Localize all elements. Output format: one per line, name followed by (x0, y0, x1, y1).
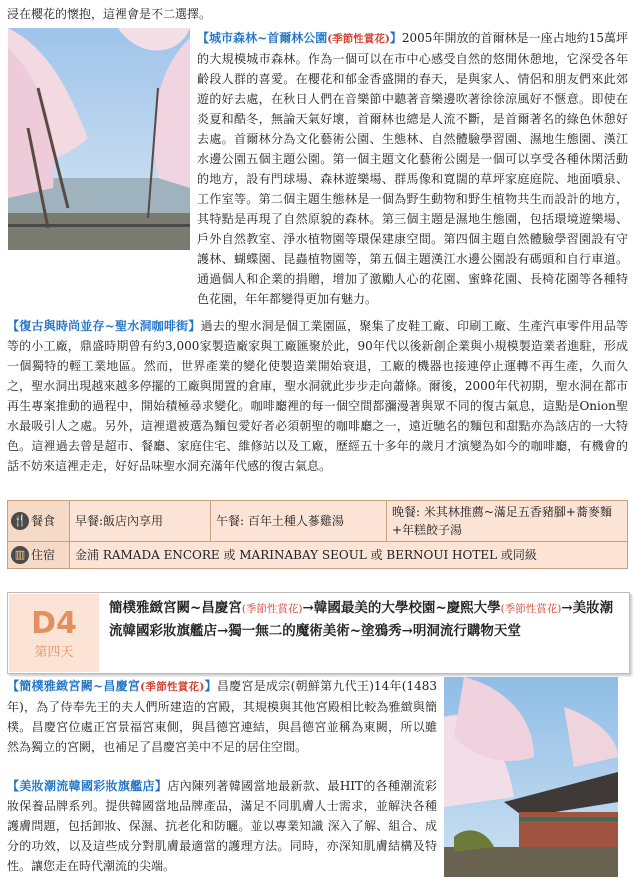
cosmetics-store-section (7, 776, 437, 880)
section-body: 2005年開放的首爾林是一座占地約15萬坪的大規模城市森林。作為一個可以在市中心感受自然的悠閒休憩地，它深受各年齡段人群的喜愛。在櫻花和郁金香盛開的春天，是與家人、情侶和朋友們來此郊遊的好去處，在秋日人們在音樂節中聽著音樂邊吹著徐徐涼風好不愜意。即使在炎夏和酷冬，無論天氣好壞，首爾林也總是人流不斷，是首爾著名的綠色休憩好去處。首爾林分為文化藝術公園、生態林、自然體驗學習園、濕地生態園、漢江水邊公園五個主題公園。第一個主題文化藝術公園是一個可以享受各種休閑活動的地方，設有門球場、森林遊樂場、群馬像和寬闊的草坪家庭庭院、地面噴泉、工作室等。第二個主題生態林是一個為野生動物和野生植物共生而設計的地方，其特點是再現了自然原貌的森林。第三個主題是濕地生態園，包括環境遊樂場、戶外自然教室、淨水植物園等環保建康空間。第四個主題自然體驗學習園設有守 (197, 31, 628, 246)
meals-hotel-table (7, 500, 628, 569)
cherry-blossom-park-photo (8, 28, 190, 250)
day-route: 簡樸雅緻宮闕~昌慶宮(季節性賞花)→韓國最美的大學校園~慶熙大學(季節性賞花)→美妝潮流韓國彩妝旗艦店→獨一無二的魔術美術~塗鴉秀→明洞流行購物天堂 (109, 600, 614, 639)
changgyeonggung-section (7, 676, 437, 776)
day-banner (7, 592, 630, 674)
seasonal-tag: (季節性賞花) (327, 33, 390, 45)
dinner-cell: 晚餐: 米其林推薦~滿足五香豬腳+蕎麥麵+年糕餃子湯 (387, 501, 628, 542)
day-badge (9, 594, 99, 672)
hotel-icon: ▥ (11, 546, 29, 564)
section-title: 【復古與時尚並存~聖水洞咖啡街】 (7, 319, 201, 333)
utensils-icon: 🍴 (11, 512, 29, 530)
changgyeonggung-palace-photo (444, 677, 618, 877)
section-body: 昌慶宮是成宗(朝鮮第九代王)14年(1483年)，為了侍奉先王的夫人們所建造的宮殿，其規模與其他宮殿相比較為雅緻與簡樸。昌慶宮位處正宮景福宮東側，與昌德宮連結，與昌德宮並稱為東闕，所以雖然為獨立的宮闕，也補足了昌慶宮美中不足的居住空間。 (7, 679, 437, 754)
meals-label: 餐食 (31, 513, 56, 528)
seoul-forest-section (197, 28, 628, 248)
section-title: 【美妝潮流韓國彩妝旗艦店】 (7, 779, 168, 793)
section-title: 【簡樸雅緻宮闕~昌慶宮(季節性賞花)】 (7, 679, 217, 693)
section-body: 店內陳列著韓國當地最新款、最HIT的各種潮流彩妝保養品牌系列。提供韓國當地品牌產品，滿足不同肌膚人士需求，並解決各種護膚問題，包括卸妝、保濕、抗老化和防曬。並以專業知識 深入了解、組合、成分的功效，以及這些成分對肌膚最適當的護理方法。同時，亦深知肌膚結構及特性。讓您走在時代潮流的尖端。 (7, 779, 437, 873)
section-body: 過去的聖水洞是個工業園區，聚集了皮鞋工廠、印刷工廠、生產汽車零件用品等等的小工廠，鼎盛時期曾有約3,000家製造廠家與工廠匯聚於此，90年代以後新創企業與小規模製造業者進駐，形成一個獨特的輕工業地區。然而，世界產業的變化使製造業開始衰退，工廠的機器也接連停止運轉不再生產，久而久之，聖水洞出現越來越多停擺的工廠與閒置的倉庫，聖水洞就此步步走向蕭條。爾後，2000年代初期，聖水洞在都市再生專案推動的過程中，開始積極尋求變化。咖啡廳裡的每一個空間都瀰漫著與眾不同的復古氣息，這點是Onion聖水最吸引人之處。另外，這裡還被選為麵包愛好者必須朝聖的咖啡廳之一，遠近馳名的麵包和甜點亦為該店的一大特色。這裡過去曾是超市、餐廳、家庭住宅、維修站以及工廠，歷經五十多年的歲月才演變為如今的咖啡廳，有機會的話不妨來這裡走走，好好品味聖水洞充滿年代感的復古氣息。 (7, 319, 628, 473)
day-number: D4 (31, 606, 77, 641)
hotel-row (8, 542, 628, 569)
section-title: 【城市森林~首爾林公園(季節性賞花)】 (197, 31, 402, 45)
hotel-cell: 金浦 RAMADA ENCORE 或 MARINABAY SEOUL 或 BERNOUI HOTEL 或同級 (70, 542, 628, 569)
day-name: 第四天 (34, 645, 74, 660)
seongsu-cafe-section (7, 316, 628, 498)
seasonal-tag: (季節性賞花) (140, 681, 205, 693)
hotel-label: 住宿 (31, 547, 56, 562)
lunch-cell: 午餐: 百年土種人蔘雞湯 (211, 501, 387, 542)
meals-row (8, 501, 628, 542)
intro-line: 浸在櫻花的懷抱，這裡會是不二選擇。 (7, 7, 212, 21)
seoul-forest-section-cont: 護林、蝴蝶園、昆蟲植物園等，第五個主題漢江水邊公園設有碼頭和自行車道。通過個人和企業的捐贈，增加了激勵人心的花園、蜜蜂花園、長椅花園等各種特色花園，年年都變得更加有魅力。 (197, 252, 628, 306)
breakfast-cell: 早餐:飯店內享用 (70, 501, 211, 542)
